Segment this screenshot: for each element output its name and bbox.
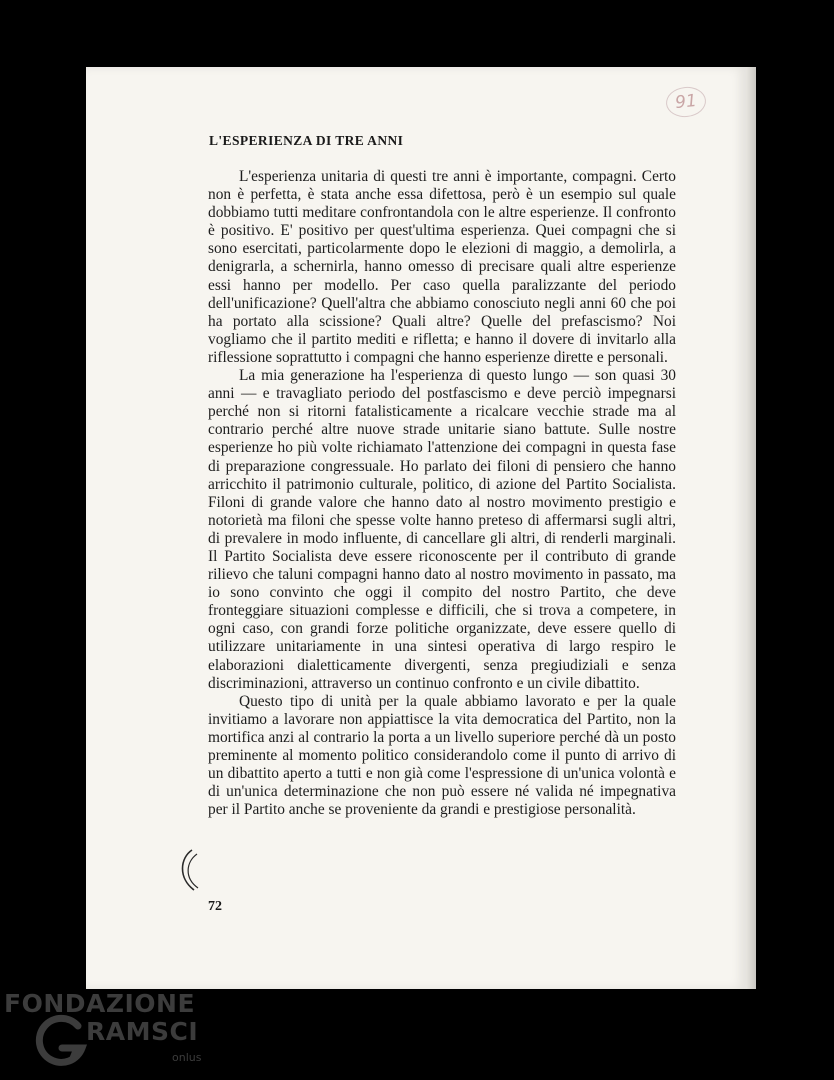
paragraph: La mia generazione ha l'esperienza di questo lungo — son quasi 30 anni — e travagliato periodo del postfascismo e deve perciò impegnarsi perché non si ritorni fatalisticamente a ricalcare vecchie strade ma al contrario perché altre nuove strade unitarie siano battute. Sulle nostre esperienze ho più volte richiamato l'attenzione dei compagni in questa fase di preparazione congressuale. Ho parlato dei filoni di pensiero che hanno arricchito il patrimonio culturale, politico, di azione del Partito Socialista. Filoni di grande valore che hanno dato al nostro movimento prestigio e notorietà ma filoni che spesse volte hanno preteso di affermarsi sugli altri, di prevalere in modo influente, di cancellare gli altri, di renderli marginali. Il Partito Socialista deve essere riconoscente per il contributo di grande rilievo che taluni compagni hanno dato al nostro movimento in passato, ma io sono convinto che oggi il compito del nostro Partito, che deve fronteggiare situazioni complesse e difficili, che si trova a competere, in ogni caso, con grandi forze politiche organizzate, deve essere quello di utilizzare unitariamente in una sintesi operativa di largo respiro le elaborazioni dialetticamente divergenti, senza pregiudiziali e senza discriminazioni, attraverso un continuo confronto e un civile dibattito. [208,367,676,692]
paragraph: L'esperienza unitaria di questi tre anni è importante, compagni. Certo non è perfetta, è stata anche essa difettosa, però è un esempio sul quale dobbiamo tutti meditare confrontandola con le altre esperienze. Il confronto è positivo. E' positivo per quest'ultima esperienza. Quei compagni che si sono esercitati, particolarmente dopo le elezioni di maggio, a demolirla, a denigrarla, a schernirla, hanno omesso di precisare quali altre esperienze essi hanno per modello. Per caso quella paralizzante del periodo dell'unificazione? Quell'altra che abbiamo conosciuto negli anni 60 che poi ha portato alla scissione? Quali altre? Quelle del prefascismo? Noi vogliamo che il partito mediti e rifletta; e hanno il dovere di invitarlo alla riflessione soprattutto i compagni che hanno esperienze dirette e personali. [208,168,676,366]
logo-suffix: onlus [172,1051,202,1064]
scanned-page [86,67,746,989]
fondazione-gramsci-logo [4,988,209,1076]
logo-line-1: FONDAZIONE [4,989,196,1018]
page-number: 72 [208,899,222,914]
paragraph: Questo tipo di unità per la quale abbiamo lavorato e per la quale invitiamo a lavorare non appiattisce la vita democratica del Partito, non la mortifica anzi al contrario la porta a un livello superiore perché dà un posto preminente al momento politico considerandolo come il punto di arrivo di un dibattito aperto a tutti e non già come l'espressione di un'unica volontà e di un'unica determinazione che non può essere né valida né impegnativa per il Partito anche se proveniente da grandi e prestigiose personalità. [208,692,676,819]
archive-page-number: 91 [665,85,708,119]
margin-bracket-mark [172,848,200,892]
section-heading: L'ESPERIENZA DI TRE ANNI [209,133,404,148]
body-text [208,168,676,819]
logo-line-2: RAMSCI [86,1017,199,1046]
page-edge [746,67,756,989]
logo-g-icon [32,1012,90,1070]
